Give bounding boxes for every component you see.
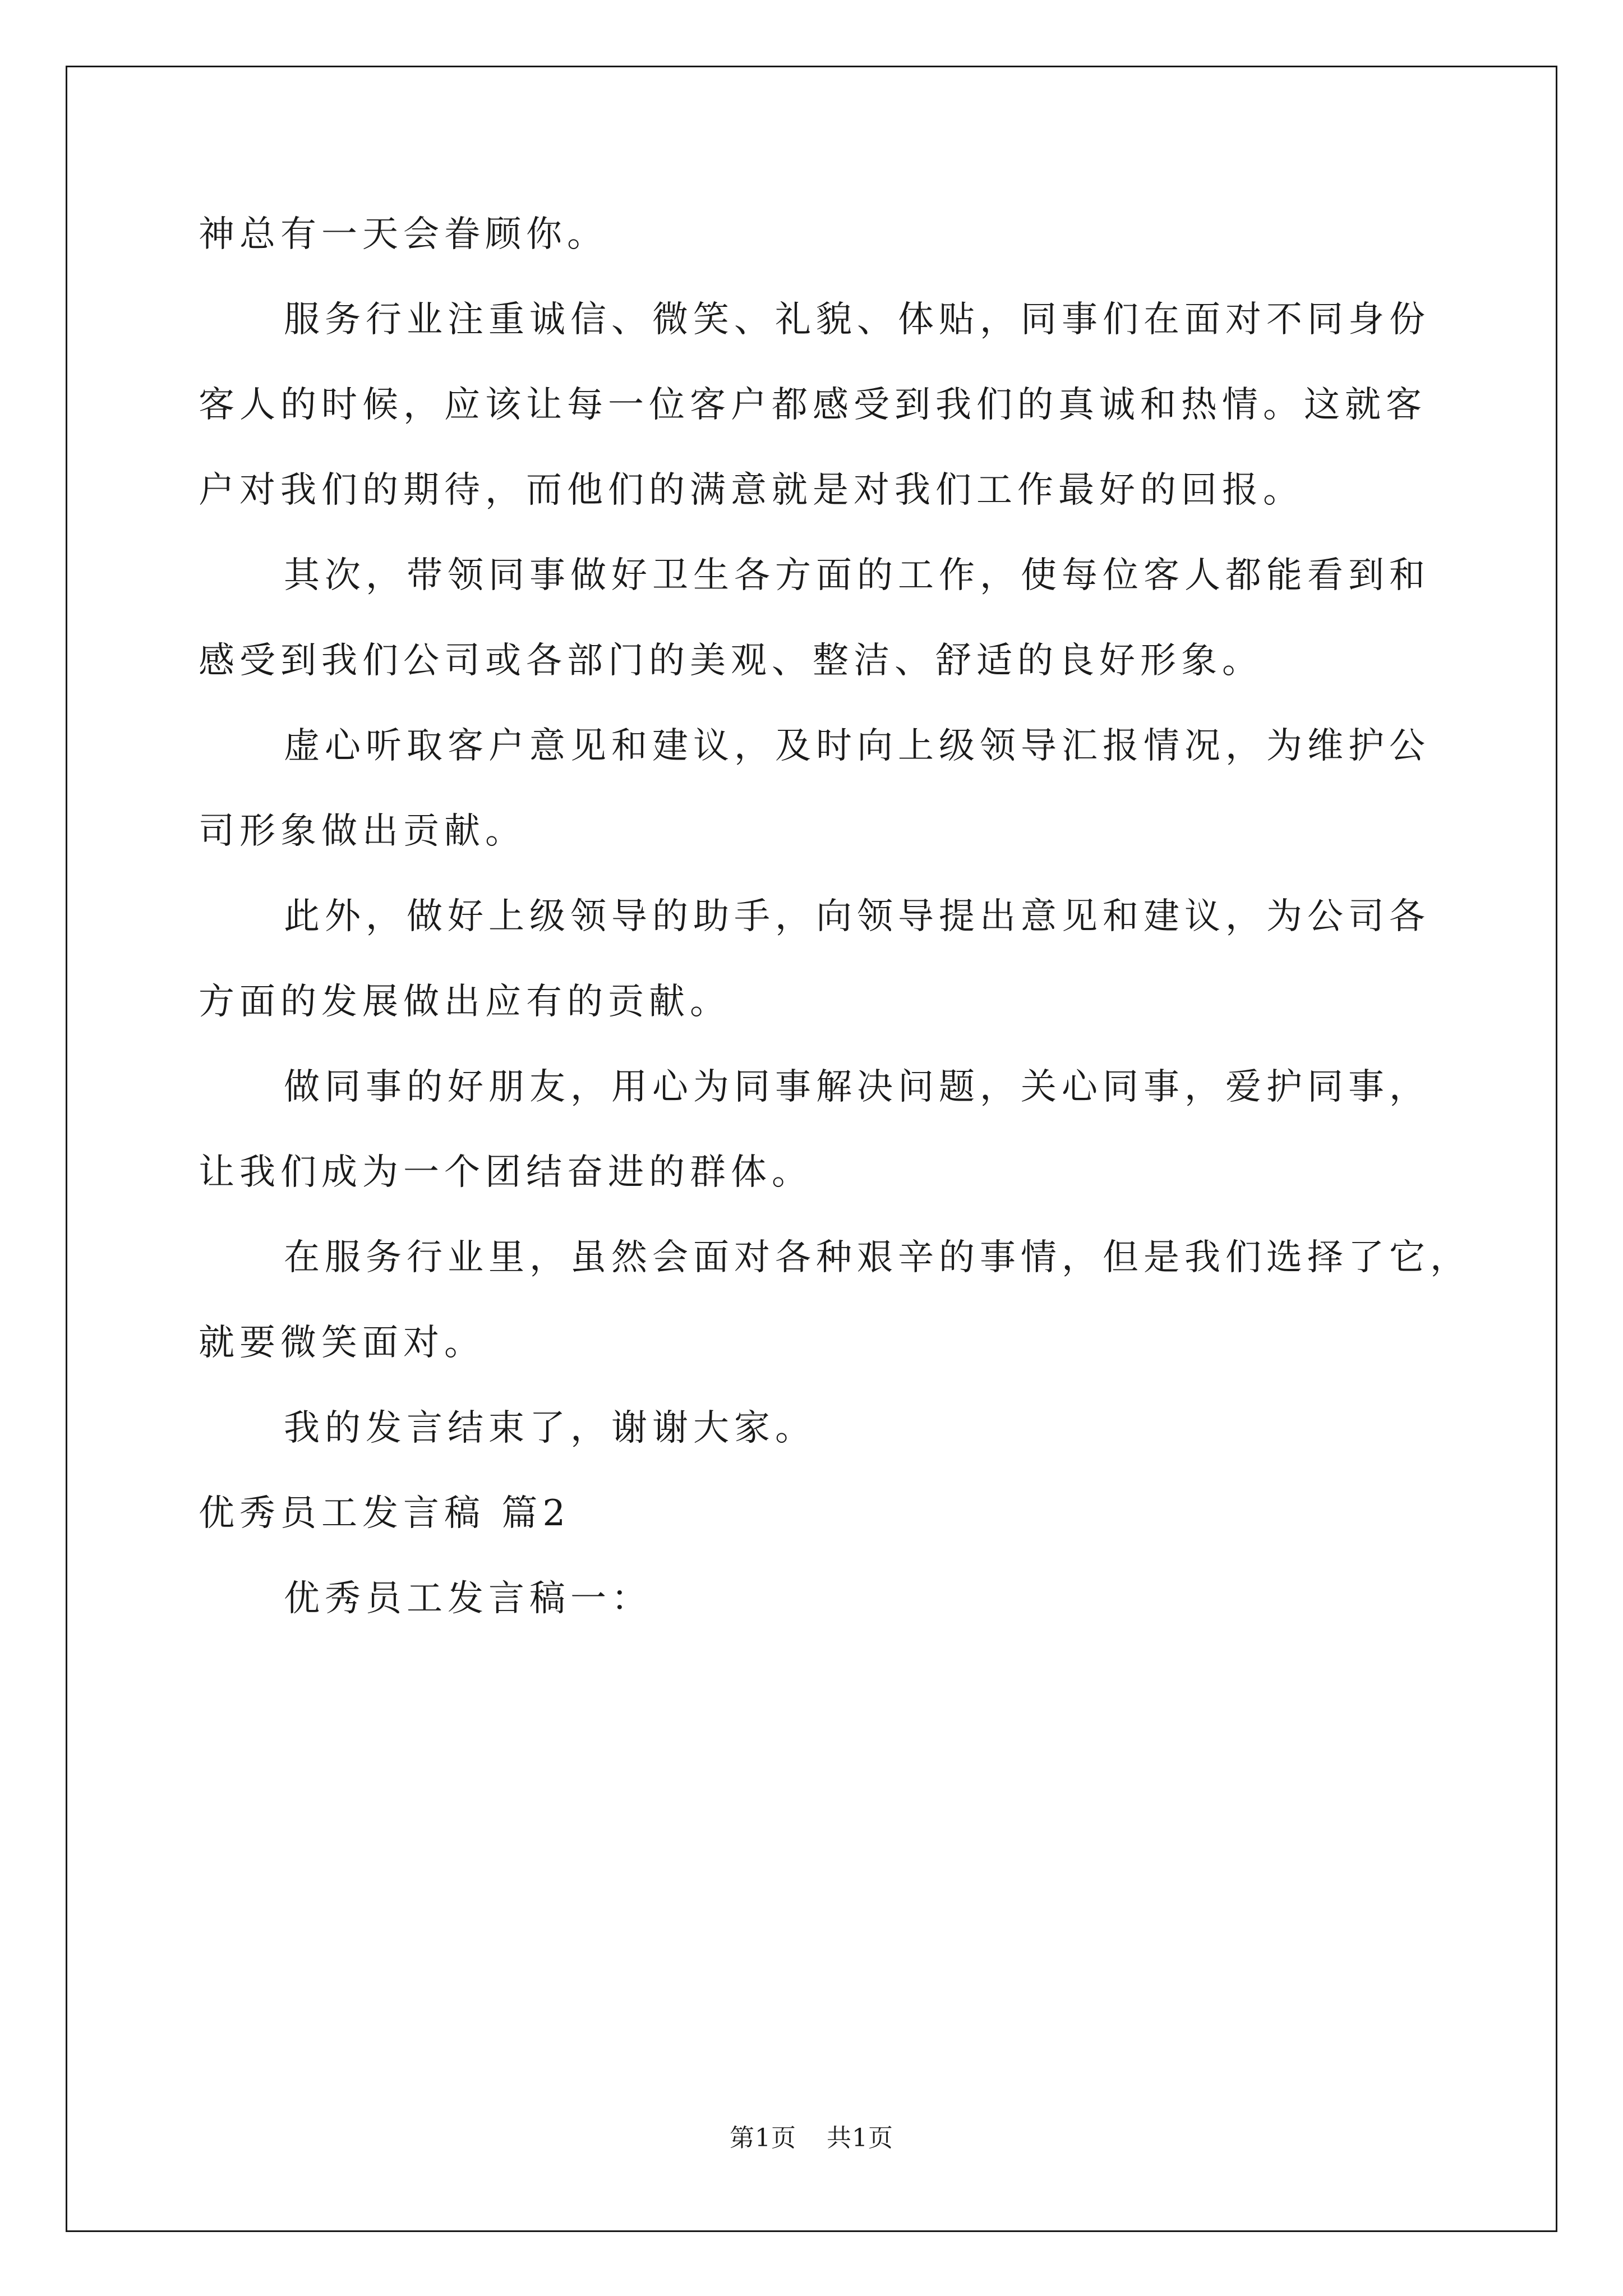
paragraph-line: 方面的发展做出应有的贡献。 [199,981,731,1023]
section-heading: 优秀员工发言稿 篇2 [199,1493,571,1534]
paragraph-line: 服务行业注重诚信、微笑、礼貌、体贴，同事们在面对不同身份 [284,299,1430,341]
paragraph-line: 其次，带领同事做好卫生各方面的工作，使每位客人都能看到和 [284,555,1430,596]
page-total: 共1页 [827,2124,893,2152]
page-footer [0,2123,1623,2154]
paragraph-line: 客人的时候，应该让每一位客户都感受到我们的真诚和热情。这就客 [199,384,1427,426]
paragraph-line: 就要微笑面对。 [199,1322,485,1364]
paragraph-line: 司形象做出贡献。 [199,811,526,852]
paragraph-line: 户对我们的期待，而他们的满意就是对我们工作最好的回报。 [199,470,1304,511]
paragraph-line: 神总有一天会眷顾你。 [199,214,608,255]
paragraph-line: 在服务行业里，虽然会面对各种艰辛的事情，但是我们选择了它， [284,1237,1471,1278]
paragraph-line: 感受到我们公司或各部门的美观、整洁、舒适的良好形象。 [199,640,1263,682]
paragraph-line: 做同事的好朋友，用心为同事解决问题，关心同事，爱护同事， [284,1066,1430,1108]
paragraph-line: 让我们成为一个团结奋进的群体。 [199,1152,813,1193]
paragraph-line: 虚心听取客户意见和建议，及时向上级领导汇报情况，为维护公 [284,725,1430,767]
page-number: 第1页 [730,2124,796,2152]
paragraph-line: 优秀员工发言稿一： [284,1578,652,1619]
paragraph-line: 我的发言结束了，谢谢大家。 [284,1407,816,1449]
paragraph-line: 此外，做好上级领导的助手，向领导提出意见和建议，为公司各 [284,896,1430,937]
